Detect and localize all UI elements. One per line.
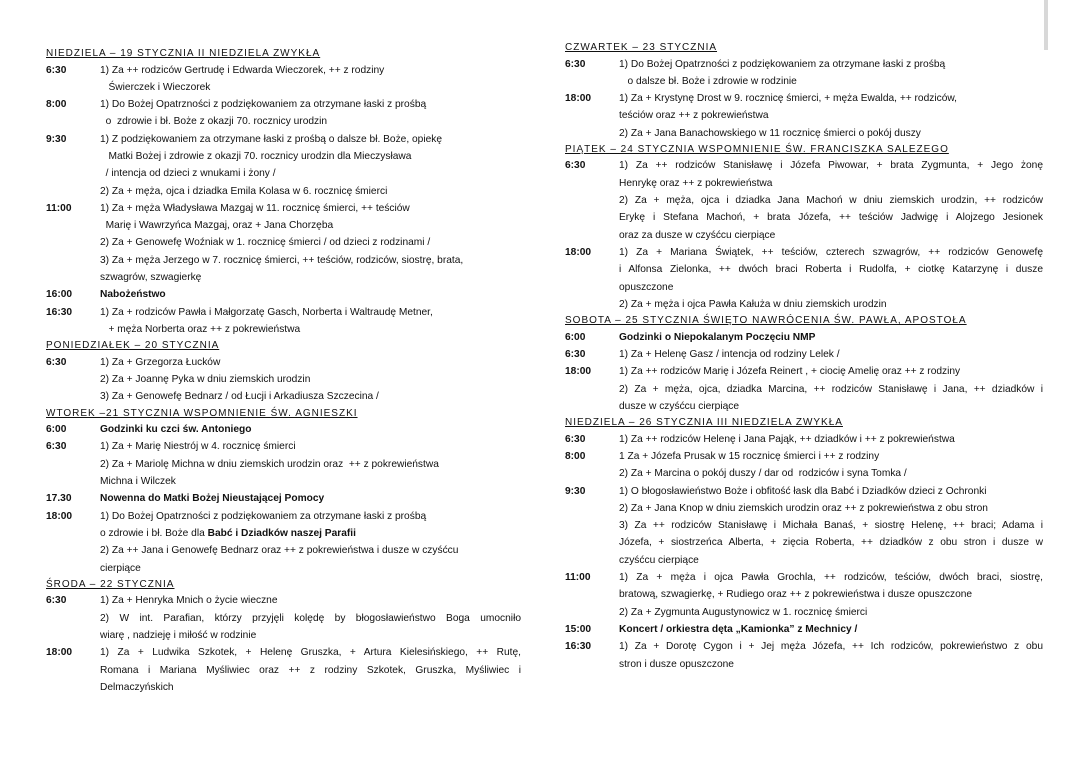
- mass-time: 6:30: [46, 356, 67, 368]
- intention-line: 1) Za + Henryka Mnich o życie wieczne: [100, 595, 278, 607]
- mass-time: 16:00: [46, 289, 73, 301]
- intention-line: 2) Za + Joannę Pyka w dniu ziemskich urodzin: [100, 374, 311, 386]
- intentions: [619, 483, 1043, 569]
- mass-entry: [46, 490, 521, 507]
- intention-line: opuszczone: [619, 281, 674, 293]
- mass-time: 6:30: [565, 58, 586, 70]
- mass-entry: [46, 96, 521, 131]
- day-section: [46, 46, 521, 338]
- intentions: [619, 569, 1043, 621]
- mass-time: 6:00: [565, 331, 586, 343]
- intention-line: Marię i Wawrzyńca Mazgaj, oraz + Jana Chorzęba: [100, 220, 334, 232]
- intention-line: i Alfonsa Zielonka, ++ dwóch braci Roberta i Rudolfa, + ciotkę Katarzynę i dusze: [619, 264, 1043, 276]
- intentions: [100, 592, 521, 644]
- intention-line: 1) Za + Dorotę Cygon i + Jej męża Józefa, ++ Ich rodziców, pokrewieństwo z obu: [619, 641, 1043, 653]
- mass-entry: [565, 621, 1043, 638]
- intention-text: o zdrowie i bł. Boże dla: [100, 527, 208, 539]
- mass-entry: [565, 483, 1043, 569]
- day-heading: NIEDZIELA – 26 STYCZNIA III NIEDZIELA ZWYKŁA: [565, 417, 843, 429]
- intention-line: Michna i Wilczek: [100, 476, 176, 488]
- mass-time: 16:30: [46, 306, 73, 318]
- mass-entry: [565, 363, 1043, 415]
- mass-entry: [565, 448, 1043, 483]
- intentions: [100, 286, 521, 303]
- mass-entry: [46, 304, 521, 339]
- intention-line: 1) Za + Marię Niestrój w 4. rocznicę śmierci: [100, 441, 296, 453]
- intentions: [619, 363, 1043, 415]
- intention-line: 1) Do Bożej Opatrzności z podziękowaniem za otrzymane łaski z prośbą: [100, 99, 427, 111]
- intention-line: 1 Za + Józefa Prusak w 15 rocznicę śmierci i ++ z rodziny: [619, 450, 880, 462]
- intention-line: Koncert / orkiestra dęta „Kamionka” z Mechnicy /: [619, 623, 858, 635]
- intention-line: 1) Za + Helenę Gasz / intencja od rodziny Lelek /: [619, 348, 840, 360]
- day-section: [46, 338, 521, 405]
- intention-line: Godzinki ku czci św. Antoniego: [100, 424, 252, 436]
- intentions: [619, 638, 1043, 673]
- day-section: [565, 142, 1043, 313]
- intention-line: 1) Za + Grzegorza Łucków: [100, 356, 221, 368]
- intention-line: oraz za dusze w czyśćcu cierpiące: [619, 229, 776, 241]
- intention-line: 2) Za + Jana Knop w dniu ziemskich urodzin oraz ++ z pokrewieństwa z obu stron: [619, 502, 988, 514]
- intentions: [100, 421, 521, 438]
- mass-entry: [46, 200, 521, 286]
- scrollbar-thumb[interactable]: [1044, 0, 1048, 50]
- intentions: [100, 644, 521, 696]
- mass-time: 11:00: [46, 202, 72, 214]
- intention-line: bratową, szwagierkę, + Rudiego oraz ++ z pokrewieństwa i dusze opuszczone: [619, 589, 973, 601]
- intention-line: szwagrów, szwagierkę: [100, 272, 202, 284]
- intention-line: 2) Za + męża, ojca, dziadka Marcina, ++ rodziców Stanisławę i Jana, ++ dziadków i: [619, 383, 1043, 395]
- day-heading: NIEDZIELA – 19 STYCZNIA II NIEDZIELA ZWYKŁA: [46, 48, 321, 59]
- intentions: [619, 90, 1043, 142]
- intention-line: 1) Za ++ rodziców Gertrudę i Edwarda Wieczorek, ++ z rodziny: [100, 64, 385, 76]
- mass-entry: [565, 346, 1043, 363]
- intention-line: teściów oraz ++ z pokrewieństwa: [619, 110, 769, 122]
- intention-line: o dalsze bł. Boże i zdrowie w rodzinie: [619, 75, 797, 87]
- mass-entry: [565, 90, 1043, 142]
- mass-time: 18:00: [46, 647, 73, 659]
- day-section: [565, 313, 1043, 415]
- intention-line: 3) Za + Genowefę Bednarz / od Łucji i Arkadiusza Szczecina /: [100, 391, 379, 403]
- intention-line: 1) O błogosławieństwo Boże i obfitość łask dla Babć i Dziadków dzieci z Ochronki: [619, 485, 987, 497]
- intention-line: Nabożeństwo: [100, 289, 166, 301]
- intention-line: wiarę , nadzieję i miłość w rodzinie: [100, 629, 257, 641]
- intention-line: o zdrowie i bł. Boże z okazji 70. rocznicy urodzin: [100, 116, 328, 128]
- intention-line: 1) Za ++ rodziców Marię i Józefa Reinert , + ciocię Amelię oraz ++ z rodziny: [619, 366, 961, 378]
- intentions: [100, 508, 521, 577]
- day-section: [565, 415, 1043, 673]
- intentions: [100, 200, 521, 286]
- intention-line: + męża Norberta oraz ++ z pokrewieństwa: [100, 323, 301, 335]
- intentions: [619, 346, 1043, 363]
- intention-line: Godzinki o Niepokalanym Poczęciu NMP: [619, 331, 816, 343]
- intentions: [100, 131, 521, 200]
- schedule-left-column: [46, 46, 521, 696]
- intention-line: 1) Za + Ludwika Szkotek, + Helenę Gruszka, + Artura Kielesińskiego, ++ Rutę,: [100, 647, 521, 659]
- intention-line: dusze w czyśćcu cierpiące: [619, 400, 740, 412]
- mass-entry: [46, 62, 521, 97]
- intention-line: 2) Za ++ Jana i Genowefę Bednarz oraz ++ z pokrewieństwa i dusze w czyśćcu: [100, 545, 459, 557]
- mass-time: 16:30: [565, 641, 592, 653]
- intention-line: [100, 525, 521, 542]
- intention-line: 2) Za + Marcina o pokój duszy / dar od rodziców i syna Tomka /: [619, 468, 907, 480]
- intention-emphasis: Babć i Dziadków naszej Parafii: [207, 527, 356, 539]
- mass-entry: [565, 329, 1043, 346]
- mass-entry: [565, 638, 1043, 673]
- intentions: [100, 490, 521, 507]
- mass-time: 17.30: [46, 493, 72, 505]
- intention-line: 1) Za + Krystynę Drost w 9. rocznicę śmierci, + męża Ewalda, ++ rodziców,: [619, 93, 958, 105]
- intention-line: 1) Za + Mariana Świątek, ++ teściów, czterech szwagrów, ++ rodziców Genowefę: [619, 246, 1043, 258]
- day-heading: CZWARTEK – 23 STYCZNIA: [565, 42, 718, 53]
- intention-line: 1) Z podziękowaniem za otrzymane łaski z prośbą o dalsze bł. Boże, opiekę: [100, 133, 443, 145]
- mass-time: 18:00: [565, 246, 592, 258]
- intentions: [100, 62, 521, 97]
- mass-entry: [46, 508, 521, 577]
- intention-line: 1) Za + męża i ojca Pawła Grochla, ++ rodziców, teściów, dwóch braci, siostrę,: [619, 572, 1043, 584]
- mass-entry: [565, 431, 1043, 448]
- intention-line: 2) Za + męża, ojca i dziadka Jana Machoń w dniu ziemskich urodzin, ++ rodziców: [619, 195, 1043, 207]
- mass-time: 6:30: [46, 64, 67, 76]
- intentions: [100, 438, 521, 490]
- mass-time: 9:30: [46, 133, 67, 145]
- intention-line: 1) Za + rodziców Pawła i Małgorzatę Gasch, Norberta i Waltraudę Metner,: [100, 306, 433, 318]
- mass-time: 6:30: [46, 595, 67, 607]
- intentions: [100, 354, 521, 406]
- mass-entry: [565, 244, 1043, 313]
- mass-time: 6:30: [565, 433, 586, 445]
- mass-entry: [565, 157, 1043, 243]
- intention-line: Świerczek i Wieczorek: [100, 81, 211, 93]
- intention-line: cierpiące: [100, 562, 141, 574]
- mass-time: 6:30: [46, 441, 67, 453]
- mass-time: 18:00: [565, 366, 592, 378]
- intention-line: 2) Za + Mariolę Michna w dniu ziemskich urodzin oraz ++ z pokrewieństwa: [100, 458, 439, 470]
- mass-entry: [46, 644, 521, 696]
- intention-line: 1) Za ++ rodziców Helenę i Jana Pająk, ++ dziadków i ++ z pokrewieństwa: [619, 433, 955, 445]
- mass-time: 6:30: [565, 348, 586, 360]
- intention-line: 2) Za + męża, ojca i dziadka Emila Kolasa w 6. rocznicę śmierci: [100, 185, 388, 197]
- mass-entry: [46, 592, 521, 644]
- day-heading: PONIEDZIAŁEK – 20 STYCZNIA: [46, 340, 220, 352]
- intentions: [619, 431, 1043, 448]
- day-section: [46, 577, 521, 696]
- mass-entry: [46, 421, 521, 438]
- intentions: [619, 244, 1043, 313]
- mass-entry: [46, 286, 521, 303]
- day-section: [565, 40, 1043, 142]
- intention-line: 2) Za + Zygmunta Augustynowicz w 1. rocznicę śmierci: [619, 606, 868, 618]
- day-heading: PIĄTEK – 24 STYCZNIA WSPOMNIENIE ŚW. FRANCISZKA SALEZEGO: [565, 143, 949, 155]
- mass-entry: [565, 56, 1043, 91]
- mass-time: 8:00: [46, 99, 67, 111]
- intentions: [619, 621, 1043, 638]
- intention-line: Józefa, + siostrzeńca Alberta, + zięcia Roberta, ++ dziadków z obu stron i dusze w: [619, 537, 1043, 549]
- intention-line: Erykę i Stefana Machoń, + brata Józefa, ++ teściów Jadwigę i Alojzego Jesionek: [619, 212, 1043, 224]
- intention-line: 1) Do Bożej Opatrzności z podziękowaniem za otrzymane łaski z prośbą: [619, 58, 946, 70]
- mass-time: 6:00: [46, 424, 67, 436]
- intention-line: 1) Za + męża Władysława Mazgaj w 11. rocznicę śmierci, ++ teściów: [100, 202, 410, 214]
- intentions: [100, 96, 521, 131]
- day-heading: SOBOTA – 25 STYCZNIA ŚWIĘTO NAWRÓCENIA ŚW. PAWŁA, APOSTOŁA: [565, 315, 967, 327]
- intention-line: 1) Za ++ rodziców Stanisławę i Józefa Piwowar, + brata Zygmunta, + Jego żonę: [619, 160, 1043, 172]
- mass-time: 18:00: [46, 510, 73, 522]
- intentions: [619, 157, 1043, 243]
- day-heading: WTOREK –21 STYCZNIA WSPOMNIENIE ŚW. AGNIESZKI: [46, 407, 358, 419]
- intention-line: Nowenna do Matki Bożej Nieustającej Pomocy: [100, 493, 325, 505]
- intention-line: 1) Do Bożej Opatrzności z podziękowaniem za otrzymane łaski z prośbą: [100, 510, 427, 522]
- intention-line: Matki Bożej i zdrowie z okazji 70. rocznicy urodzin dla Mieczysława: [100, 150, 412, 162]
- intention-line: / intencja od dzieci z wnukami i żony /: [100, 168, 276, 180]
- intention-line: 2) Za + Genowefę Woźniak w 1. rocznicę śmierci / od dzieci z rodzinami /: [100, 237, 431, 249]
- intention-line: Romana i Mariana Myśliwiec oraz ++ z rodziny Szkotek, Gruszka, Myśliwiec i: [100, 664, 521, 676]
- mass-time: 9:30: [565, 485, 586, 497]
- intention-line: 2) Za + męża i ojca Pawła Kałuża w dniu ziemskich urodzin: [619, 298, 887, 310]
- intention-line: czyśćcu cierpiące: [619, 554, 699, 566]
- intentions: [619, 56, 1043, 91]
- mass-time: 8:00: [565, 450, 586, 462]
- mass-entry: [565, 569, 1043, 621]
- mass-time: 18:00: [565, 93, 592, 105]
- intention-line: 2) Za + Jana Banachowskiego w 11 rocznicę śmierci o pokój duszy: [619, 127, 921, 139]
- intentions: [619, 329, 1043, 346]
- schedule-right-column: [565, 40, 1043, 673]
- day-section: [46, 406, 521, 577]
- intentions: [100, 304, 521, 339]
- intentions: [619, 448, 1043, 483]
- mass-entry: [46, 438, 521, 490]
- mass-time: 6:30: [565, 160, 586, 172]
- day-heading: ŚRODA – 22 STYCZNIA: [46, 578, 175, 590]
- intention-line: 3) Za ++ rodziców Stanisławę i Michała Banaś, + siostrę Helenę, ++ braci; Adama i: [619, 520, 1043, 532]
- intention-line: 3) Za + męża Jerzego w 7. rocznicę śmierci, ++ teściów, rodziców, siostrę, brata,: [100, 254, 464, 266]
- mass-time: 11:00: [565, 572, 591, 584]
- mass-entry: [46, 354, 521, 406]
- intention-line: 2) W int. Parafian, którzy przyjęli kolędę by błogosławieństwo Boga umocniło: [100, 612, 521, 624]
- intention-line: Delmaczyńskich: [100, 681, 174, 693]
- intention-line: Henrykę oraz ++ z pokrewieństwa: [619, 177, 773, 189]
- mass-entry: [46, 131, 521, 200]
- intention-line: stron i dusze opuszczone: [619, 658, 734, 670]
- mass-time: 15:00: [565, 623, 592, 635]
